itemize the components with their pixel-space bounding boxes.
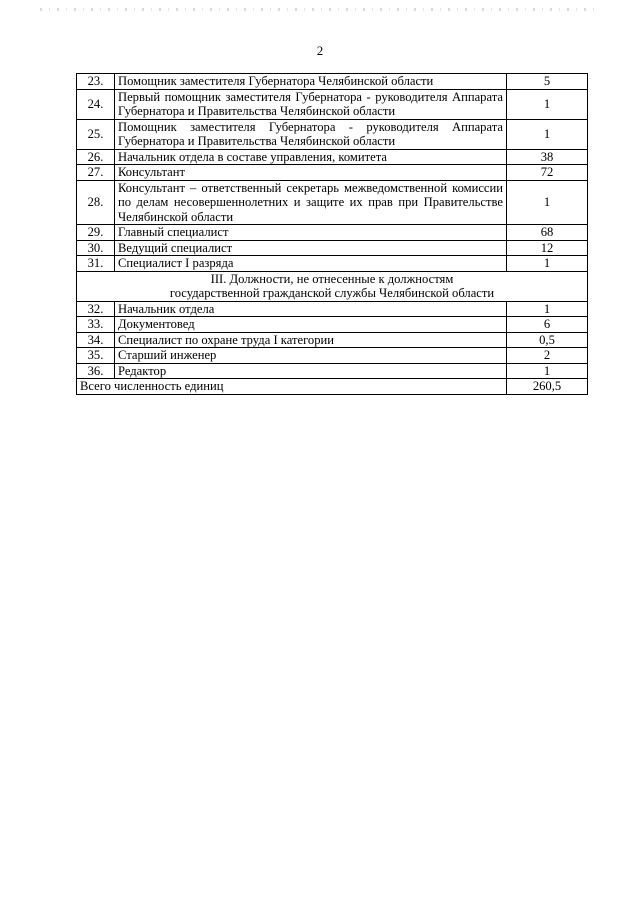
- table-row: [77, 363, 588, 379]
- unit-count: 1: [507, 301, 588, 317]
- row-number: 35.: [77, 348, 115, 364]
- position-title: Документовед: [115, 317, 507, 333]
- unit-count: 1: [507, 119, 588, 149]
- unit-count: 2: [507, 348, 588, 364]
- table-row: [77, 89, 588, 119]
- row-number: 33.: [77, 317, 115, 333]
- table-row: [77, 165, 588, 181]
- table-row: [77, 256, 588, 272]
- row-number: 26.: [77, 149, 115, 165]
- total-value: 260,5: [507, 379, 588, 395]
- table-row: [77, 225, 588, 241]
- table-row: [77, 74, 588, 90]
- section-heading-line-2: государственной гражданской службы Челябинской области: [169, 286, 495, 300]
- row-number: 24.: [77, 89, 115, 119]
- unit-count: 72: [507, 165, 588, 181]
- row-number: 23.: [77, 74, 115, 90]
- position-title: Помощник заместителя Губернатора - руководителя Аппарата Губернатора и Правительства Челябинской области: [115, 119, 507, 149]
- row-number: 27.: [77, 165, 115, 181]
- row-number: 29.: [77, 225, 115, 241]
- unit-count: 5: [507, 74, 588, 90]
- position-title: Консультант – ответственный секретарь межведомственной комиссии по делам несовершеннолетних и защите их прав при Правительстве Челябинской области: [115, 180, 507, 225]
- position-title: Редактор: [115, 363, 507, 379]
- scan-artifact-line: [40, 8, 600, 11]
- unit-count: 1: [507, 256, 588, 272]
- section-heading-row: [77, 271, 588, 301]
- position-title: Начальник отдела: [115, 301, 507, 317]
- row-number: 30.: [77, 240, 115, 256]
- position-title: Специалист I разряда: [115, 256, 507, 272]
- unit-count: 12: [507, 240, 588, 256]
- row-number: 34.: [77, 332, 115, 348]
- position-title: Специалист по охране труда I категории: [115, 332, 507, 348]
- unit-count: 1: [507, 363, 588, 379]
- row-number: 28.: [77, 180, 115, 225]
- row-number: 36.: [77, 363, 115, 379]
- unit-count: 1: [507, 89, 588, 119]
- section-heading-line-1: III. Должности, не отнесенные к должностям: [210, 271, 454, 286]
- table-row: [77, 149, 588, 165]
- row-number: 31.: [77, 256, 115, 272]
- position-title: Консультант: [115, 165, 507, 181]
- position-title: Помощник заместителя Губернатора Челябинской области: [115, 74, 507, 90]
- table-row: [77, 332, 588, 348]
- total-row: [77, 379, 588, 395]
- unit-count: 6: [507, 317, 588, 333]
- position-title: Главный специалист: [115, 225, 507, 241]
- total-label: Всего численность единиц: [77, 379, 507, 395]
- position-title: Старший инженер: [115, 348, 507, 364]
- row-number: 25.: [77, 119, 115, 149]
- position-title: Первый помощник заместителя Губернатора - руководителя Аппарата Губернатора и Правительства Челябинской области: [115, 89, 507, 119]
- position-title: Ведущий специалист: [115, 240, 507, 256]
- unit-count: 1: [507, 180, 588, 225]
- unit-count: 68: [507, 225, 588, 241]
- table-row: [77, 317, 588, 333]
- table-row: [77, 180, 588, 225]
- table-row: [77, 119, 588, 149]
- position-title: Начальник отдела в составе управления, комитета: [115, 149, 507, 165]
- page-number: 2: [316, 43, 324, 58]
- unit-count: 38: [507, 149, 588, 165]
- section-heading: [77, 271, 588, 301]
- table-row: [77, 348, 588, 364]
- row-number: 32.: [77, 301, 115, 317]
- staffing-table: [76, 73, 588, 395]
- table-row: [77, 240, 588, 256]
- table-row: [77, 301, 588, 317]
- unit-count: 0,5: [507, 332, 588, 348]
